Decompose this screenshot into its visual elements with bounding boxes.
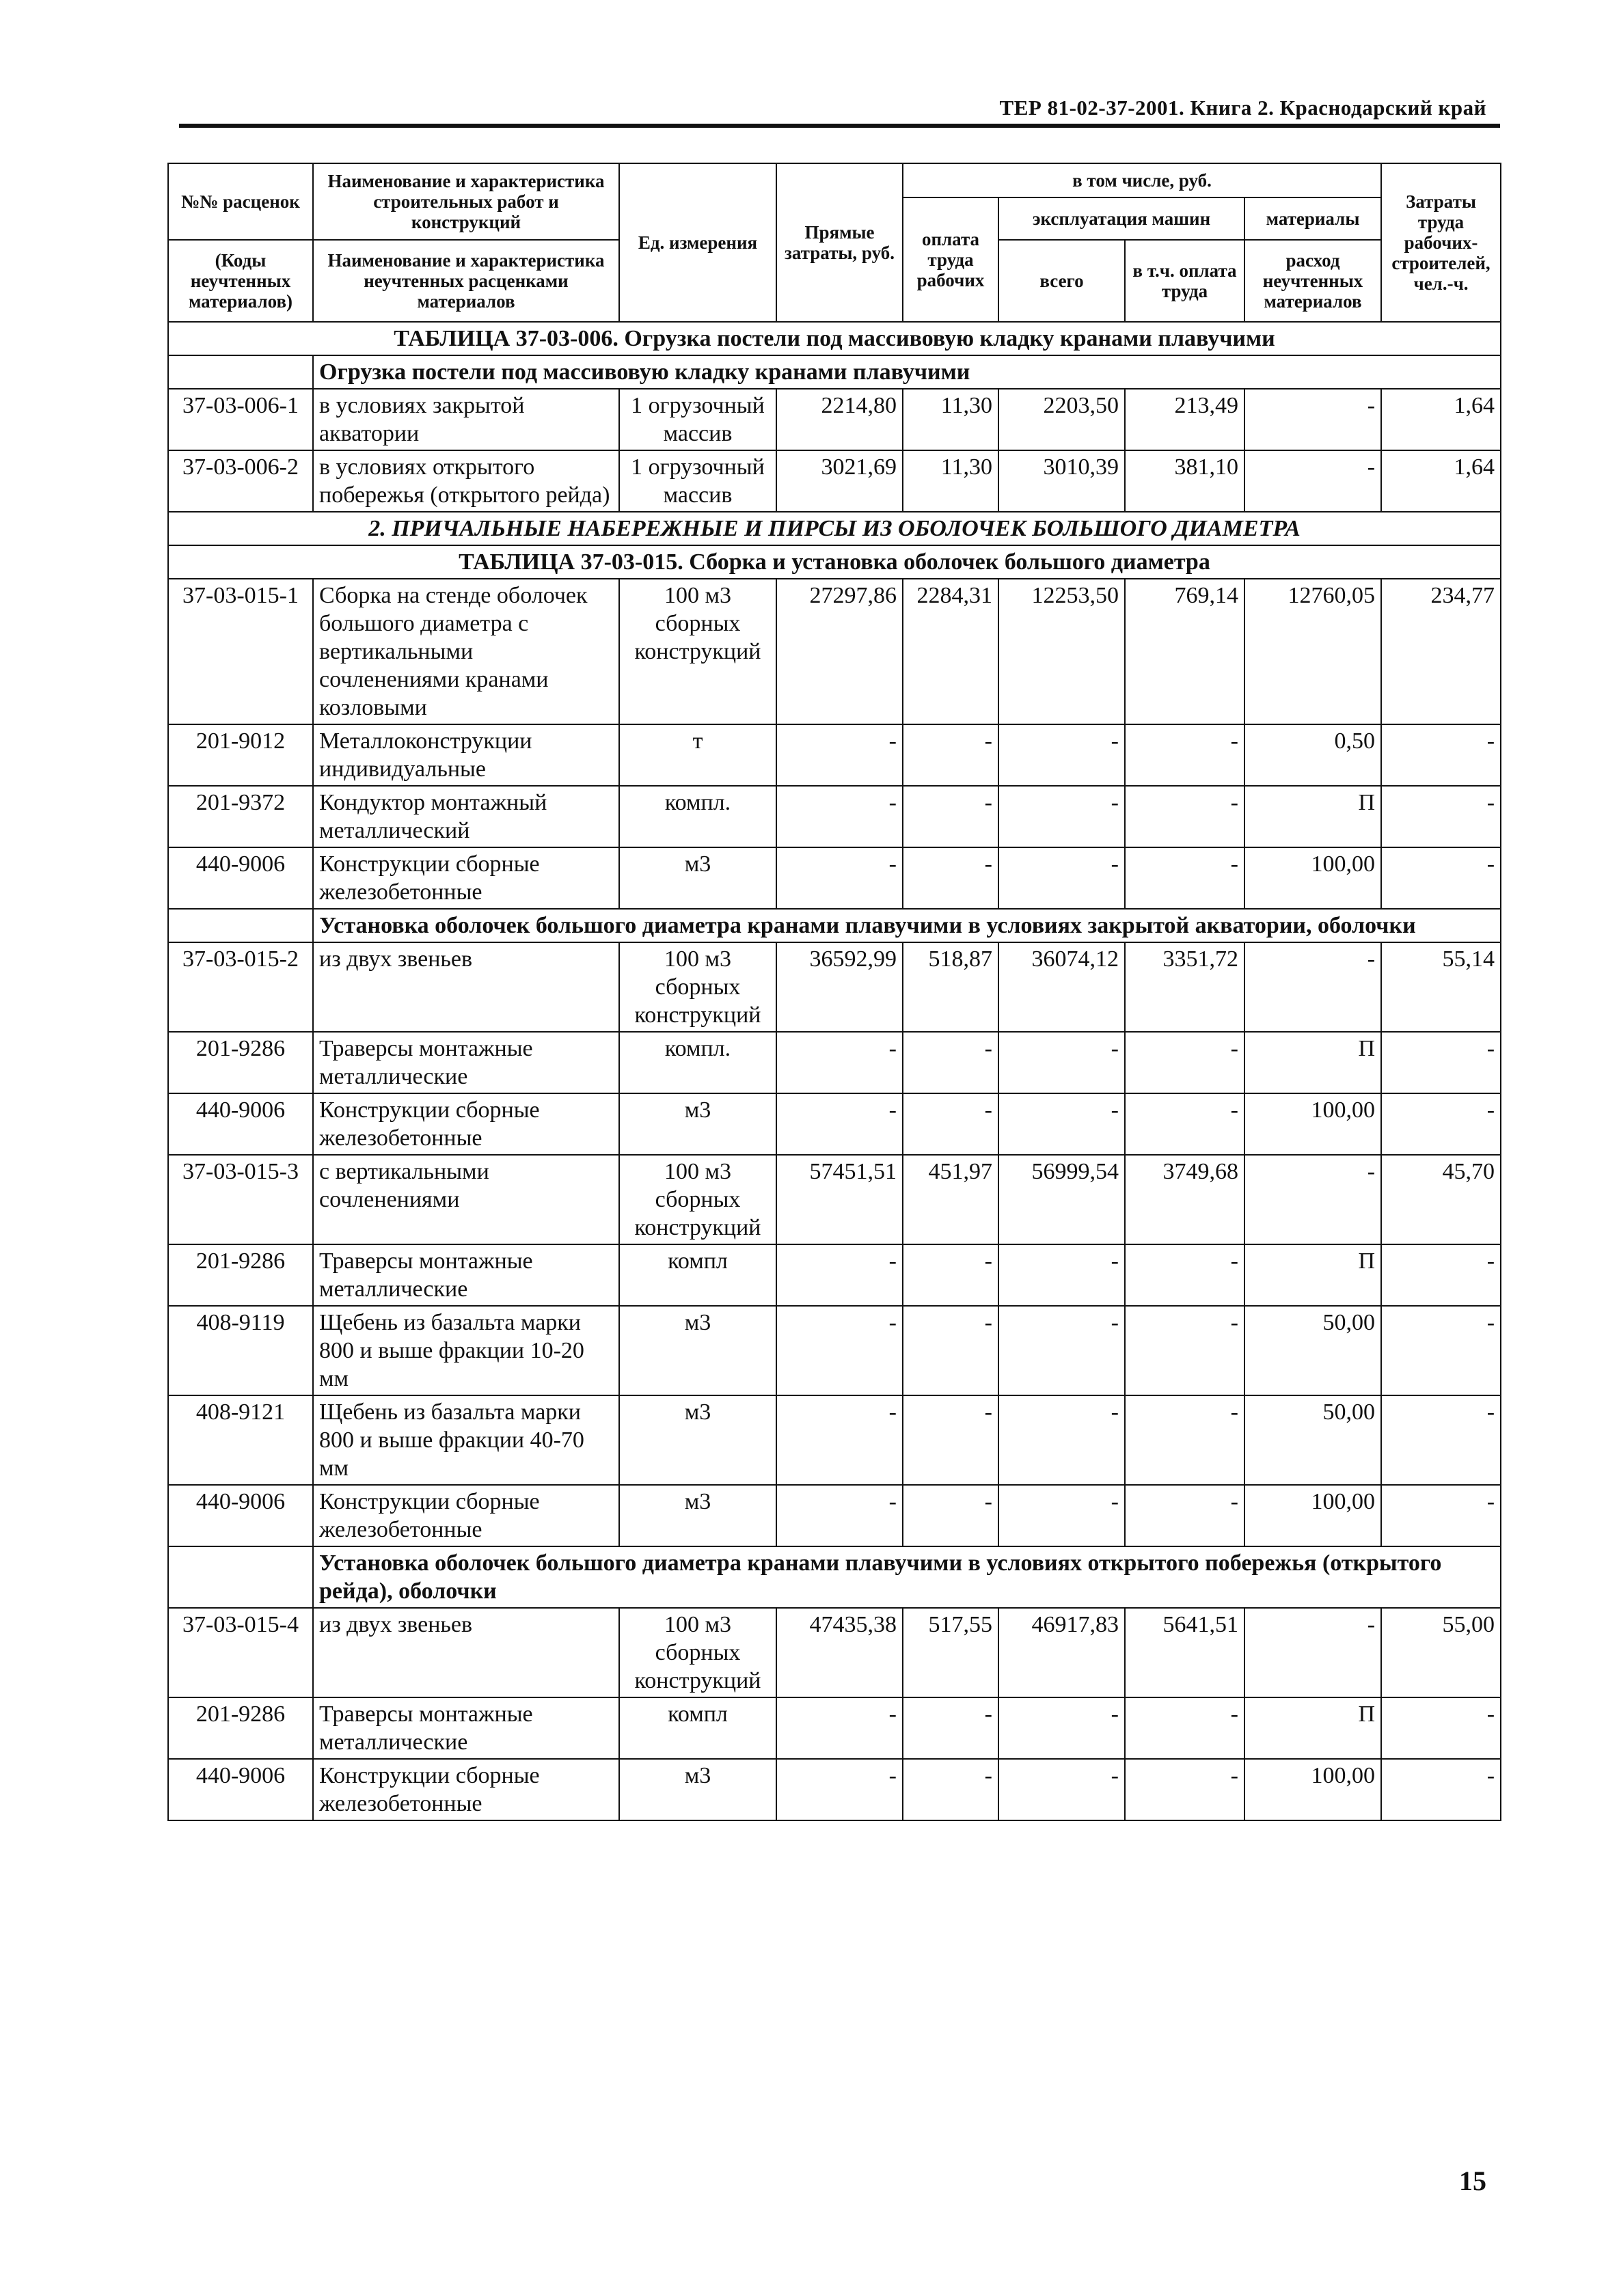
row-unit: м3: [619, 1306, 776, 1395]
row-direct-costs: -: [776, 1032, 903, 1093]
row-machines-total: 56999,54: [998, 1155, 1125, 1244]
row-code: 201-9286: [168, 1244, 313, 1306]
row-machines-wage: -: [1125, 1244, 1244, 1306]
row-labor: -: [1381, 847, 1501, 909]
row-direct-costs: -: [776, 1093, 903, 1155]
row-materials: П: [1244, 1032, 1381, 1093]
row-materials: 100,00: [1244, 1759, 1381, 1820]
row-direct-costs: -: [776, 724, 903, 786]
row-direct-costs: 57451,51: [776, 1155, 903, 1244]
header-labor: Затраты труда рабочих-строителей, чел.-ч.: [1381, 163, 1501, 322]
row-wage: 11,30: [903, 389, 998, 450]
rates-table: [167, 163, 1501, 1821]
group-header-row: [168, 1546, 1501, 1608]
row-direct-costs: 47435,38: [776, 1608, 903, 1697]
row-labor: 55,14: [1381, 942, 1501, 1032]
row-unit: компл: [619, 1244, 776, 1306]
row-machines-total: -: [998, 1032, 1125, 1093]
row-materials: 12760,05: [1244, 579, 1381, 724]
page-header: ТЕР 81-02-37-2001. Книга 2. Краснодарский край: [999, 96, 1486, 120]
header-materials-usage: расход неучтенных материалов: [1244, 240, 1381, 322]
row-machines-wage: -: [1125, 1093, 1244, 1155]
row-labor: -: [1381, 1244, 1501, 1306]
row-direct-costs: -: [776, 1697, 903, 1759]
row-labor: -: [1381, 1032, 1501, 1093]
row-machines-wage: -: [1125, 1485, 1244, 1546]
row-unit: м3: [619, 1093, 776, 1155]
table-title-row: [168, 545, 1501, 579]
row-materials: -: [1244, 1155, 1381, 1244]
row-materials: 50,00: [1244, 1395, 1381, 1485]
row-unit: 1 огрузочный массив: [619, 389, 776, 450]
row-name: Металлоконструкции индивидуальные: [313, 724, 619, 786]
row-code: 440-9006: [168, 847, 313, 909]
row-wage: -: [903, 1244, 998, 1306]
header-machines-wage: в т.ч. оплата труда: [1125, 240, 1244, 322]
table-row: [168, 389, 1501, 450]
row-name: Щебень из базальта марки 800 и выше фракции 40-70 мм: [313, 1395, 619, 1485]
row-direct-costs: 3021,69: [776, 450, 903, 512]
row-labor: -: [1381, 724, 1501, 786]
row-name: Траверсы монтажные металлические: [313, 1032, 619, 1093]
header-unit: Ед. измерения: [619, 163, 776, 322]
group-title: Установка оболочек большого диаметра кранами плавучими в условиях открытого побережья (открытого рейда), оболочки: [313, 1546, 1501, 1608]
row-code: 201-9372: [168, 786, 313, 847]
row-direct-costs: 27297,86: [776, 579, 903, 724]
row-labor: 234,77: [1381, 579, 1501, 724]
row-materials: 100,00: [1244, 1093, 1381, 1155]
row-machines-total: -: [998, 847, 1125, 909]
group-header-row: [168, 355, 1501, 389]
row-direct-costs: 36592,99: [776, 942, 903, 1032]
row-materials: -: [1244, 1608, 1381, 1697]
header-including: в том числе, руб.: [903, 163, 1381, 197]
header-machines-total: всего: [998, 240, 1125, 322]
row-machines-total: -: [998, 1759, 1125, 1820]
row-code: 408-9119: [168, 1306, 313, 1395]
row-machines-wage: -: [1125, 786, 1244, 847]
row-wage: -: [903, 1485, 998, 1546]
row-code: 37-03-006-2: [168, 450, 313, 512]
row-unit: компл.: [619, 1032, 776, 1093]
header-materials: материалы: [1244, 197, 1381, 240]
empty-code-cell: [168, 909, 313, 942]
row-wage: -: [903, 1697, 998, 1759]
row-machines-total: -: [998, 1485, 1125, 1546]
table-row: [168, 1395, 1501, 1485]
row-wage: -: [903, 724, 998, 786]
row-name: Конструкции сборные железобетонные: [313, 1093, 619, 1155]
row-materials: 100,00: [1244, 847, 1381, 909]
row-labor: 55,00: [1381, 1608, 1501, 1697]
row-code: 37-03-006-1: [168, 389, 313, 450]
row-unit: компл.: [619, 786, 776, 847]
table-row: [168, 942, 1501, 1032]
table-row: [168, 1093, 1501, 1155]
table-row: [168, 847, 1501, 909]
row-wage: -: [903, 1759, 998, 1820]
row-materials: 100,00: [1244, 1485, 1381, 1546]
row-materials: -: [1244, 450, 1381, 512]
table-row: [168, 786, 1501, 847]
row-code: 37-03-015-2: [168, 942, 313, 1032]
table-title: ТАБЛИЦА 37-03-015. Сборка и установка оболочек большого диаметра: [168, 545, 1501, 579]
row-code: 201-9012: [168, 724, 313, 786]
row-machines-total: 46917,83: [998, 1608, 1125, 1697]
header-machines: эксплуатация машин: [998, 197, 1244, 240]
row-direct-costs: -: [776, 1306, 903, 1395]
row-wage: 2284,31: [903, 579, 998, 724]
row-wage: 451,97: [903, 1155, 998, 1244]
table-row: [168, 1485, 1501, 1546]
row-machines-wage: -: [1125, 1395, 1244, 1485]
row-wage: -: [903, 1306, 998, 1395]
section-title-row: [168, 512, 1501, 545]
row-materials: П: [1244, 786, 1381, 847]
row-materials: 50,00: [1244, 1306, 1381, 1395]
row-name: Конструкции сборные железобетонные: [313, 1485, 619, 1546]
section-title: 2. ПРИЧАЛЬНЫЕ НАБЕРЕЖНЫЕ И ПИРСЫ ИЗ ОБОЛОЧЕК БОЛЬШОГО ДИАМЕТРА: [168, 512, 1501, 545]
row-machines-wage: 769,14: [1125, 579, 1244, 724]
row-unit: м3: [619, 1395, 776, 1485]
table-row: [168, 1759, 1501, 1820]
row-direct-costs: -: [776, 847, 903, 909]
row-labor: -: [1381, 1485, 1501, 1546]
row-wage: 517,55: [903, 1608, 998, 1697]
row-wage: 518,87: [903, 942, 998, 1032]
row-unit: м3: [619, 1485, 776, 1546]
row-code: 37-03-015-4: [168, 1608, 313, 1697]
row-code: 440-9006: [168, 1093, 313, 1155]
row-machines-wage: 381,10: [1125, 450, 1244, 512]
row-labor: -: [1381, 1093, 1501, 1155]
header-code-top: №№ расценок: [168, 163, 313, 240]
row-machines-total: -: [998, 786, 1125, 847]
row-unit: 1 огрузочный массив: [619, 450, 776, 512]
row-materials: 0,50: [1244, 724, 1381, 786]
row-name: из двух звеньев: [313, 1608, 619, 1697]
header-wage: оплата труда рабочих: [903, 197, 998, 322]
row-direct-costs: -: [776, 786, 903, 847]
row-name: Конструкции сборные железобетонные: [313, 847, 619, 909]
row-name: Траверсы монтажные металлические: [313, 1697, 619, 1759]
table-row: [168, 724, 1501, 786]
row-direct-costs: -: [776, 1759, 903, 1820]
row-labor: -: [1381, 786, 1501, 847]
row-wage: 11,30: [903, 450, 998, 512]
row-unit: м3: [619, 847, 776, 909]
row-wage: -: [903, 786, 998, 847]
table-title-row: [168, 322, 1501, 355]
table-row: [168, 579, 1501, 724]
table-row: [168, 1608, 1501, 1697]
row-machines-total: 3010,39: [998, 450, 1125, 512]
row-labor: 45,70: [1381, 1155, 1501, 1244]
empty-code-cell: [168, 355, 313, 389]
row-wage: -: [903, 1032, 998, 1093]
header-direct-costs: Прямые затраты, руб.: [776, 163, 903, 322]
row-direct-costs: 2214,80: [776, 389, 903, 450]
row-name: из двух звеньев: [313, 942, 619, 1032]
group-title: Установка оболочек большого диаметра кранами плавучими в условиях закрытой акватории, оболочки: [313, 909, 1501, 942]
row-machines-wage: -: [1125, 724, 1244, 786]
row-name: с вертикальными сочленениями: [313, 1155, 619, 1244]
row-materials: -: [1244, 942, 1381, 1032]
row-unit: 100 м3 сборных конструкций: [619, 1155, 776, 1244]
row-labor: -: [1381, 1306, 1501, 1395]
table-row: [168, 1697, 1501, 1759]
row-machines-total: -: [998, 1697, 1125, 1759]
row-labor: -: [1381, 1697, 1501, 1759]
row-name: Траверсы монтажные металлические: [313, 1244, 619, 1306]
row-direct-costs: -: [776, 1244, 903, 1306]
row-machines-total: -: [998, 1093, 1125, 1155]
row-code: 201-9286: [168, 1032, 313, 1093]
row-machines-total: 12253,50: [998, 579, 1125, 724]
row-unit: 100 м3 сборных конструкций: [619, 579, 776, 724]
table-body: [168, 322, 1501, 1820]
header-name-top: Наименование и характеристика строительных работ и конструкций: [313, 163, 619, 240]
row-machines-total: 36074,12: [998, 942, 1125, 1032]
row-machines-wage: 5641,51: [1125, 1608, 1244, 1697]
row-labor: -: [1381, 1395, 1501, 1485]
row-name: в условиях закрытой акватории: [313, 389, 619, 450]
row-name: Щебень из базальта марки 800 и выше фракции 10-20 мм: [313, 1306, 619, 1395]
row-machines-total: -: [998, 1244, 1125, 1306]
table-row: [168, 1244, 1501, 1306]
row-code: 440-9006: [168, 1485, 313, 1546]
row-machines-total: 2203,50: [998, 389, 1125, 450]
row-name: Кондуктор монтажный металлический: [313, 786, 619, 847]
page-number: 15: [1459, 2165, 1486, 2196]
row-direct-costs: -: [776, 1485, 903, 1546]
row-code: 37-03-015-1: [168, 579, 313, 724]
empty-code-cell: [168, 1546, 313, 1608]
row-materials: П: [1244, 1244, 1381, 1306]
row-wage: -: [903, 1093, 998, 1155]
row-unit: 100 м3 сборных конструкций: [619, 1608, 776, 1697]
row-name: в условиях открытого побережья (открытого рейда): [313, 450, 619, 512]
table-row: [168, 450, 1501, 512]
row-labor: 1,64: [1381, 450, 1501, 512]
row-machines-wage: 213,49: [1125, 389, 1244, 450]
row-code: 440-9006: [168, 1759, 313, 1820]
row-name: Сборка на стенде оболочек большого диаметра с вертикальными сочленениями кранами козловыми: [313, 579, 619, 724]
row-name: Конструкции сборные железобетонные: [313, 1759, 619, 1820]
table-row: [168, 1155, 1501, 1244]
row-machines-wage: -: [1125, 1759, 1244, 1820]
row-labor: 1,64: [1381, 389, 1501, 450]
row-machines-wage: -: [1125, 1697, 1244, 1759]
group-header-row: [168, 909, 1501, 942]
row-machines-wage: -: [1125, 1032, 1244, 1093]
row-unit: 100 м3 сборных конструкций: [619, 942, 776, 1032]
row-unit: компл: [619, 1697, 776, 1759]
row-machines-total: -: [998, 724, 1125, 786]
row-materials: -: [1244, 389, 1381, 450]
row-unit: м3: [619, 1759, 776, 1820]
table-row: [168, 1306, 1501, 1395]
row-labor: -: [1381, 1759, 1501, 1820]
table-title: ТАБЛИЦА 37-03-006. Огрузка постели под массивовую кладку кранами плавучими: [168, 322, 1501, 355]
header-rule: [179, 124, 1500, 128]
row-materials: П: [1244, 1697, 1381, 1759]
row-machines-total: -: [998, 1395, 1125, 1485]
row-machines-wage: -: [1125, 1306, 1244, 1395]
row-code: 408-9121: [168, 1395, 313, 1485]
row-machines-wage: 3749,68: [1125, 1155, 1244, 1244]
row-machines-wage: 3351,72: [1125, 942, 1244, 1032]
row-wage: -: [903, 1395, 998, 1485]
header-code-bottom: (Коды неучтенных материалов): [168, 240, 313, 322]
table-header: [168, 163, 1501, 322]
header-name-bottom: Наименование и характеристика неучтенных расценками материалов: [313, 240, 619, 322]
row-unit: т: [619, 724, 776, 786]
group-title: Огрузка постели под массивовую кладку кранами плавучими: [313, 355, 1501, 389]
row-code: 201-9286: [168, 1697, 313, 1759]
table-row: [168, 1032, 1501, 1093]
row-machines-wage: -: [1125, 847, 1244, 909]
row-machines-total: -: [998, 1306, 1125, 1395]
row-direct-costs: -: [776, 1395, 903, 1485]
row-wage: -: [903, 847, 998, 909]
row-code: 37-03-015-3: [168, 1155, 313, 1244]
